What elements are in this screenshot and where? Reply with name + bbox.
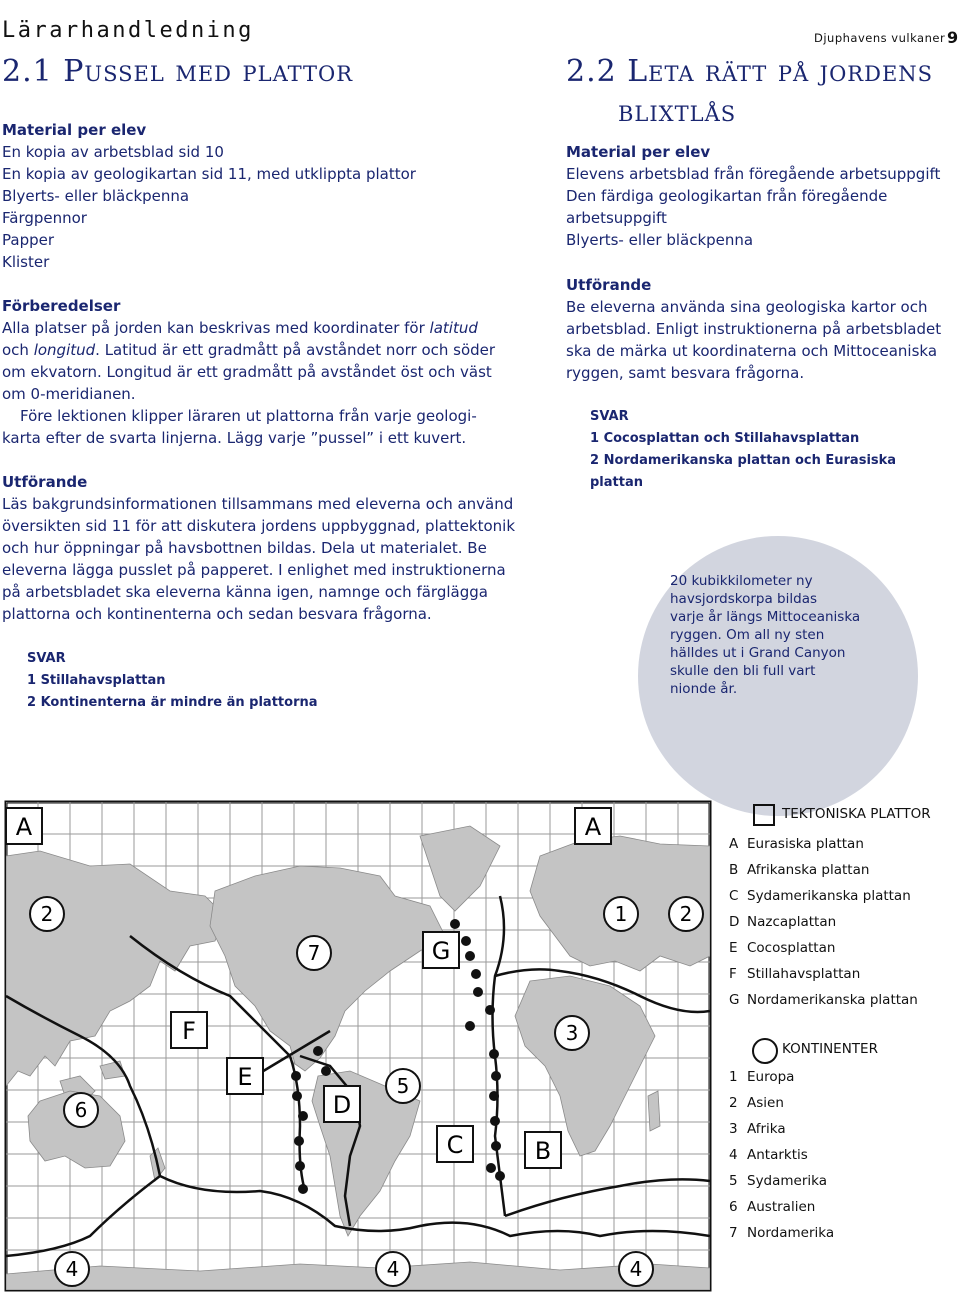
utforande-line: ryggen, samt besvara frågorna. — [566, 364, 805, 382]
ridge-dot — [491, 1141, 501, 1151]
continent-legend-item — [729, 1168, 834, 1194]
plate-legend-item — [729, 961, 918, 987]
material-item: Klister — [2, 253, 50, 271]
continent-label-2-west — [30, 897, 64, 931]
plate-legend-title: TEKTONISKA PLATTOR — [782, 806, 931, 822]
continent-label-4-west — [55, 1252, 89, 1286]
legend-key: 6 — [729, 1199, 738, 1215]
utforande-line: arbetsblad. Enligt instruktionerna på arbetsbladet — [566, 320, 942, 338]
ridge-dot — [291, 1071, 301, 1081]
svar-heading: SVAR — [27, 651, 66, 666]
utforande-line: på arbetsbladet ska eleverna känna igen, namnge och färglägga — [2, 583, 488, 601]
plate-label-A-west — [6, 808, 42, 844]
legend-name: Antarktis — [747, 1147, 808, 1163]
ridge-dot — [486, 1163, 496, 1173]
legend-key: C — [729, 888, 739, 904]
prep-line: om 0-meridianen. — [2, 385, 136, 403]
continent-label-3 — [555, 1016, 589, 1050]
fact-line: hälldes ut i Grand Canyon — [670, 645, 846, 661]
continent-label-2-east — [669, 897, 703, 931]
legend-name: Afrika — [747, 1121, 786, 1137]
legend-name: Stillahavsplattan — [747, 966, 861, 982]
continent-number: 2 — [40, 902, 54, 926]
legend-key: 4 — [729, 1147, 738, 1163]
continent-label-1 — [604, 897, 638, 931]
legend-key: 3 — [729, 1121, 738, 1137]
legend-name: Sydamerika — [747, 1173, 828, 1189]
continent-number: 3 — [565, 1021, 579, 1045]
ridge-dot — [298, 1111, 308, 1121]
legend-name: Nordamerikanska plattan — [747, 992, 918, 1008]
continent-label-5 — [386, 1069, 420, 1103]
ridge-dot — [313, 1046, 323, 1056]
plate-letter: A — [15, 813, 33, 841]
continent-legend-item — [729, 1090, 834, 1116]
legend-name: Eurasiska plattan — [747, 836, 864, 852]
plate-label-A-east — [575, 808, 611, 844]
material-heading: Material per elev — [566, 143, 711, 161]
continent-legend-item — [729, 1220, 834, 1246]
left-material-block — [2, 119, 542, 273]
section-title-line: blixtlås — [618, 94, 737, 129]
prep-line: Före lektionen klipper läraren ut plattorna från varje geologi- — [20, 407, 477, 425]
legend-name: Nordamerika — [747, 1225, 835, 1241]
plate-label-B — [525, 1132, 561, 1168]
legend-key: 7 — [729, 1225, 738, 1241]
prep-line: karta efter de svarta linjerna. Lägg varje ”pussel” i ett kuvert. — [2, 429, 467, 447]
right-svar-block — [590, 406, 950, 494]
plate-letter: G — [431, 937, 451, 965]
continent-number: 4 — [65, 1257, 79, 1281]
legend-key: A — [729, 836, 739, 852]
utforande-line: översikten sid 11 för att diskutera jordens uppbyggnad, plattektonik — [2, 517, 516, 535]
material-item: Blyerts- eller bläckpenna — [566, 231, 754, 249]
fact-text — [670, 572, 870, 698]
continent-number: 2 — [679, 902, 693, 926]
ridge-dot — [465, 1021, 475, 1031]
ridge-dot — [471, 969, 481, 979]
landmass-madagascar — [648, 1091, 660, 1131]
legend-key: 1 — [729, 1069, 738, 1085]
legend-name: Sydamerikanska plattan — [747, 888, 911, 904]
svar-item: 1 Cocosplattan och Stillahavsplattan — [590, 431, 860, 446]
svar-heading: SVAR — [590, 409, 629, 424]
continent-number: 7 — [307, 941, 321, 965]
left-svar-block — [27, 648, 367, 714]
fact-line: ryggen. Om all ny sten — [670, 627, 825, 643]
section-title-line: 2.2 Leta rätt på jordens — [566, 54, 934, 89]
plate-legend-list — [729, 831, 918, 1013]
legend-name: Europa — [747, 1069, 795, 1085]
fact-line: 20 kubikkilometer ny — [670, 573, 813, 589]
page-number: 9 — [947, 28, 959, 47]
prep-line: om ekvatorn. Longitud är ett gradmått på avståndet öst och väst — [2, 363, 492, 381]
ridge-dot — [490, 1116, 500, 1126]
plate-letter: F — [182, 1017, 196, 1045]
ridge-dot — [292, 1091, 302, 1101]
utforande-line: ska de märka ut koordinaterna och Mittoceaniska — [566, 342, 938, 360]
continent-legend-title: KONTINENTER — [782, 1041, 878, 1057]
fact-line: varje år längs Mittoceaniska — [670, 609, 861, 625]
plate-letter: B — [534, 1137, 552, 1165]
longitud-term: longitud — [33, 341, 96, 359]
left-prep-block — [2, 295, 547, 449]
legend-key: F — [729, 966, 737, 982]
plate-legend-symbol — [753, 804, 775, 826]
ridge-dot — [489, 1091, 499, 1101]
section-title-2-2 — [566, 52, 933, 132]
material-item: Papper — [2, 231, 55, 249]
continent-number: 4 — [386, 1257, 400, 1281]
legend-name: Cocosplattan — [747, 940, 836, 956]
utforande-heading: Utförande — [2, 473, 88, 491]
continent-legend-item — [729, 1116, 834, 1142]
plate-letter: C — [446, 1131, 464, 1159]
material-item: arbetsuppgift — [566, 209, 667, 227]
continent-legend-list — [729, 1064, 834, 1246]
ridge-dot — [473, 987, 483, 997]
fact-line: skulle den bli full vart — [670, 663, 816, 679]
material-item: En kopia av arbetsblad sid 10 — [2, 143, 224, 161]
prep-text: och — [2, 341, 34, 359]
ridge-dot — [298, 1184, 308, 1194]
legend-name: Nazcaplattan — [747, 914, 837, 930]
continent-legend-item — [729, 1142, 834, 1168]
prep-heading: Förberedelser — [2, 297, 121, 315]
material-item: Blyerts- eller bläckpenna — [2, 187, 190, 205]
plate-label-F — [171, 1012, 207, 1048]
utforande-line: Be eleverna använda sina geologiska kartor och — [566, 298, 928, 316]
legend-key: D — [729, 914, 740, 930]
tectonic-plate-map — [0, 796, 716, 1296]
plate-legend-item — [729, 987, 918, 1013]
right-utforande-block — [566, 274, 960, 384]
legend-name: Asien — [747, 1095, 784, 1111]
plate-letter: A — [584, 813, 602, 841]
ridge-dot — [489, 1049, 499, 1059]
continent-legend-item — [729, 1194, 834, 1220]
svar-item: 2 Kontinenterna är mindre än plattorna — [27, 695, 318, 710]
legend-key: 5 — [729, 1173, 738, 1189]
continent-number: 6 — [74, 1098, 88, 1122]
continent-legend-item — [729, 1064, 834, 1090]
plate-label-E — [227, 1058, 263, 1094]
ridge-dot — [491, 1071, 501, 1081]
utforande-line: och hur öppningar på havsbottnen bildas. Dela ut materialet. Be — [2, 539, 487, 557]
continent-label-4-center — [376, 1252, 410, 1286]
plate-label-G — [423, 932, 459, 968]
legend-key: 2 — [729, 1095, 738, 1111]
material-item: Färgpennor — [2, 209, 87, 227]
material-item: En kopia av geologikartan sid 11, med utklippta plattor — [2, 165, 416, 183]
prep-text: Alla platser på jorden kan beskrivas med koordinater för — [2, 319, 430, 337]
left-utforande-block — [2, 471, 547, 625]
continent-label-4-east — [619, 1252, 653, 1286]
ridge-dot — [450, 919, 460, 929]
right-material-block — [566, 141, 960, 251]
material-heading: Material per elev — [2, 121, 147, 139]
material-item: Den färdiga geologikartan från föregående — [566, 187, 888, 205]
legend-name: Australien — [747, 1199, 816, 1215]
continent-legend-symbol — [752, 1038, 778, 1064]
ridge-dot — [495, 1171, 505, 1181]
svar-item: 2 Nordamerikanska plattan och Eurasiska plattan — [590, 453, 897, 490]
running-header-left: Lärarhandledning — [2, 18, 254, 43]
continent-number: 4 — [629, 1257, 643, 1281]
continent-number: 5 — [396, 1074, 410, 1098]
plate-legend-item — [729, 909, 918, 935]
ridge-dot — [465, 951, 475, 961]
section-title-2-1: 2.1 Pussel med plattor — [2, 54, 354, 89]
fact-line: nionde år. — [670, 681, 738, 697]
legend-key: E — [729, 940, 738, 956]
fact-line: havsjordskorpa bildas — [670, 591, 818, 607]
plate-label-D — [324, 1086, 360, 1122]
ridge-dot — [294, 1136, 304, 1146]
plate-letter: E — [237, 1063, 253, 1091]
plate-legend-item — [729, 935, 918, 961]
continent-label-6 — [64, 1093, 98, 1127]
continent-number: 1 — [614, 902, 628, 926]
ridge-dot — [321, 1066, 331, 1076]
continent-label-7 — [297, 936, 331, 970]
plate-letter: D — [332, 1091, 352, 1119]
ridge-dot — [295, 1161, 305, 1171]
svar-item: 1 Stillahavsplattan — [27, 673, 166, 688]
ridge-dot — [485, 1005, 495, 1015]
material-item: Elevens arbetsblad från föregående arbetsuppgift — [566, 165, 941, 183]
utforande-heading: Utförande — [566, 276, 652, 294]
legend-key: B — [729, 862, 739, 878]
prep-line — [2, 317, 547, 339]
legend-key: G — [729, 992, 740, 1008]
plate-legend-item — [729, 883, 918, 909]
plate-legend-item — [729, 857, 918, 883]
prep-text: . Latitud är ett gradmått på avståndet norr och söder — [95, 341, 496, 359]
plate-legend-item — [729, 831, 918, 857]
latitud-term: latitud — [429, 319, 478, 337]
utforande-line: Läs bakgrundsinformationen tillsammans med eleverna och använd — [2, 495, 514, 513]
running-header-right: Djuphavens vulkaner — [814, 31, 946, 45]
utforande-line: eleverna lägga pusslet på papperet. I enlighet med instruktionerna — [2, 561, 506, 579]
utforande-line: plattorna och kontinenterna och sedan besvara frågorna. — [2, 605, 432, 623]
plate-label-C — [437, 1126, 473, 1162]
prep-line — [2, 339, 547, 361]
legend-name: Afrikanska plattan — [747, 862, 870, 878]
ridge-dot — [461, 936, 471, 946]
